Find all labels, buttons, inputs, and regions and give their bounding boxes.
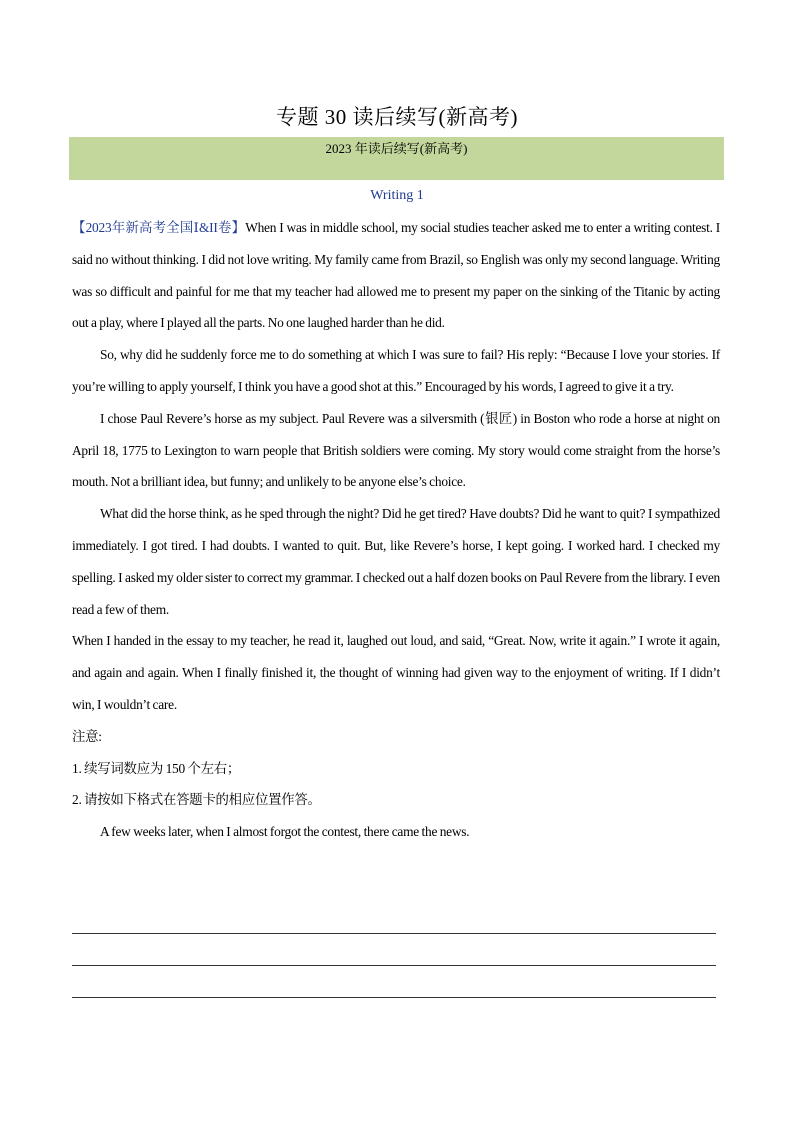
section-band-label: 2023 年读后续写(新高考): [325, 141, 468, 156]
writing-heading: Writing 1: [370, 188, 424, 203]
passage-paragraph-2: So, why did he suddenly force me to do something at which I was sure to fail? His reply: “Because I love your stories. If you’re willing to apply yourself, I think you have a good shot at this.” Encouraged by his words, I agreed to give it a try.: [72, 347, 720, 394]
answer-line: [72, 965, 716, 966]
answer-line: [72, 933, 716, 934]
document-title: 专题 30 读后续写(新高考): [276, 105, 518, 129]
answer-line: [72, 997, 716, 998]
source-tag: 【2023年新高考全国Ⅰ&II卷】: [72, 220, 246, 235]
note-item-format: 2. 请按如下格式在答题卡的相应位置作答。: [72, 792, 321, 808]
continuation-prompt: A few weeks later, when I almost forgot the contest, there came the news.: [100, 824, 470, 840]
answer-lines: [72, 933, 716, 1029]
paragraph-text: When I was in middle school, my social studies teacher asked me to enter a writing contest. I said no without thinking. I did not love writing. My family came from Brazil, so English was only my second language. Writing was so difficult and painful for me that my teacher had allowed me to present my paper on the sinking of the Titanic by acting out a play, where I played all the parts. No one laughed harder than he did.: [72, 220, 720, 331]
section-band: [69, 137, 724, 180]
notes-heading: 注意:: [72, 728, 102, 744]
paragraph-text: When I handed in the essay to my teacher, he read it, laughed out loud, and said, “Great. Now, write it again.” I wrote it again, and again and again. When I finally finished it, the thought of winning had given way to the enjoyment of writing. If I didn’t win, I wouldn’t care.: [72, 633, 720, 712]
note-item-word-count: 1. 续写词数应为 150 个左右；: [72, 760, 241, 776]
passage-body: [72, 212, 720, 848]
passage-paragraph-5: [72, 625, 720, 720]
passage-paragraph-1: [72, 212, 720, 339]
passage-paragraph-3: I chose Paul Revere’s horse as my subject. Paul Revere was a silversmith (银匠) in Boston who rode a horse at night on April 18, 1775 to Lexington to warn people that British soldiers were coming. My story would come straight from the horse’s mouth. Not a brilliant idea, but funny; and unlikely to be anyone else’s choice.: [72, 410, 720, 490]
passage-paragraph-4: What did the horse think, as he sped through the night? Did he get tired? Have doubts? Did he want to quit? I sympathized immediately. I got tired. I had doubts. I wanted to quit. But, like Revere’s horse, I kept going. I worked hard. I checked my spelling. I asked my older sister to correct my grammar. I checked out a half dozen books on Paul Revere from the library. I even read a few of them.: [72, 506, 720, 617]
